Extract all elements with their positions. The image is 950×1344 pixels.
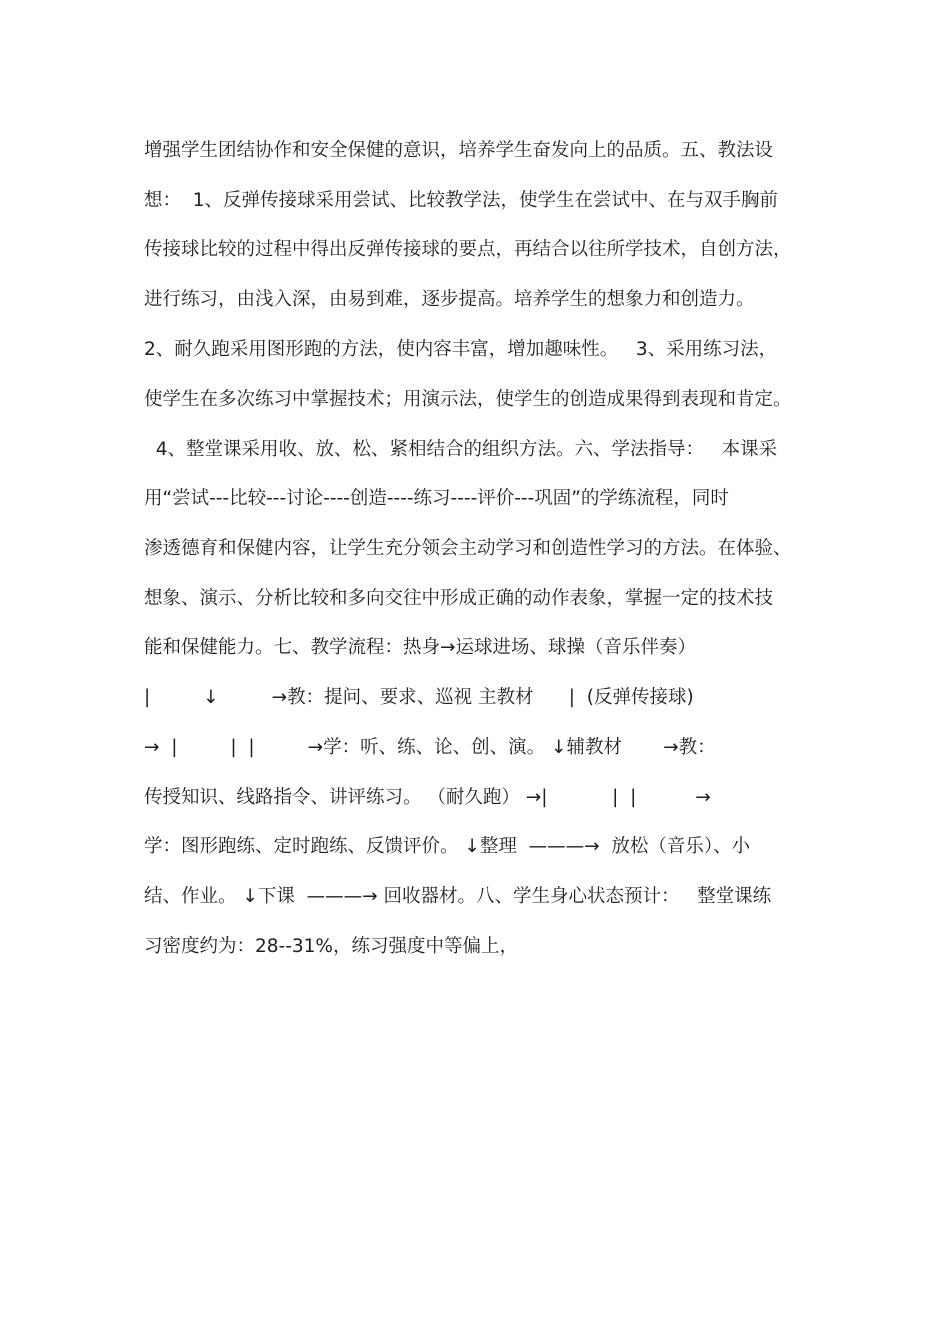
text-line: 学：图形跑练、定时跑练、反馈评价。 ↓整理 ———→ 放松（音乐）、小 bbox=[144, 836, 751, 857]
text-line: 进行练习，由浅入深，由易到难，逐步提高。培养学生的想象力和创造力。 bbox=[144, 289, 755, 310]
text-line: 习密度约为：28--31%，练习强度中等偏上， bbox=[144, 936, 519, 957]
text-line: 想象、演示、分析比较和多向交往中形成正确的动作表象，掌握一定的技术技 bbox=[144, 588, 774, 609]
text-line: 渗透德育和保健内容，让学生充分领会主动学习和创造性学习的方法。在体验、 bbox=[144, 538, 792, 559]
text-line: 增强学生团结协作和安全保健的意识，培养学生奋发向上的品质。五、教法设 bbox=[144, 140, 774, 161]
text-line: 用“尝试---比较---讨论----创造----练习----评价---巩固”的学练流程，同时 bbox=[144, 488, 729, 509]
text-line: 传接球比较的过程中得出反弹传接球的要点，再结合以往所学技术，自创方法， bbox=[144, 239, 792, 260]
text-line: 2、耐久跑采用图形跑的方法，使内容丰富，增加趣味性。 3、采用练习法， bbox=[144, 339, 778, 360]
text-line: | ↓ →教：提问、要求、巡视 主教材 | (反弹传接球) bbox=[144, 687, 694, 708]
text-line: 想： 1、反弹传接球采用尝试、比较教学法，使学生在尝试中、在与双手胸前 bbox=[144, 190, 779, 211]
text-line: 能和保健能力。七、教学流程：热身→运球进场、球操（音乐伴奏） bbox=[144, 637, 697, 658]
text-line: 4、整堂课采用收、放、松、紧相结合的组织方法。六、学法指导： 本课采 bbox=[144, 439, 778, 460]
text-line: 传授知识、线路指令、讲评练习。 （耐久跑） →| | | → bbox=[144, 787, 711, 808]
text-line: 使学生在多次练习中掌握技术；用演示法，使学生的创造成果得到表现和肯定。 bbox=[144, 389, 792, 410]
text-line: → | | | →学：听、练、论、创、演。 ↓辅教材 →教： bbox=[144, 737, 716, 758]
text-line: 结、作业。 ↓下课 ———→ 回收器材。八、学生身心状态预计： 整堂课练 bbox=[144, 886, 772, 907]
